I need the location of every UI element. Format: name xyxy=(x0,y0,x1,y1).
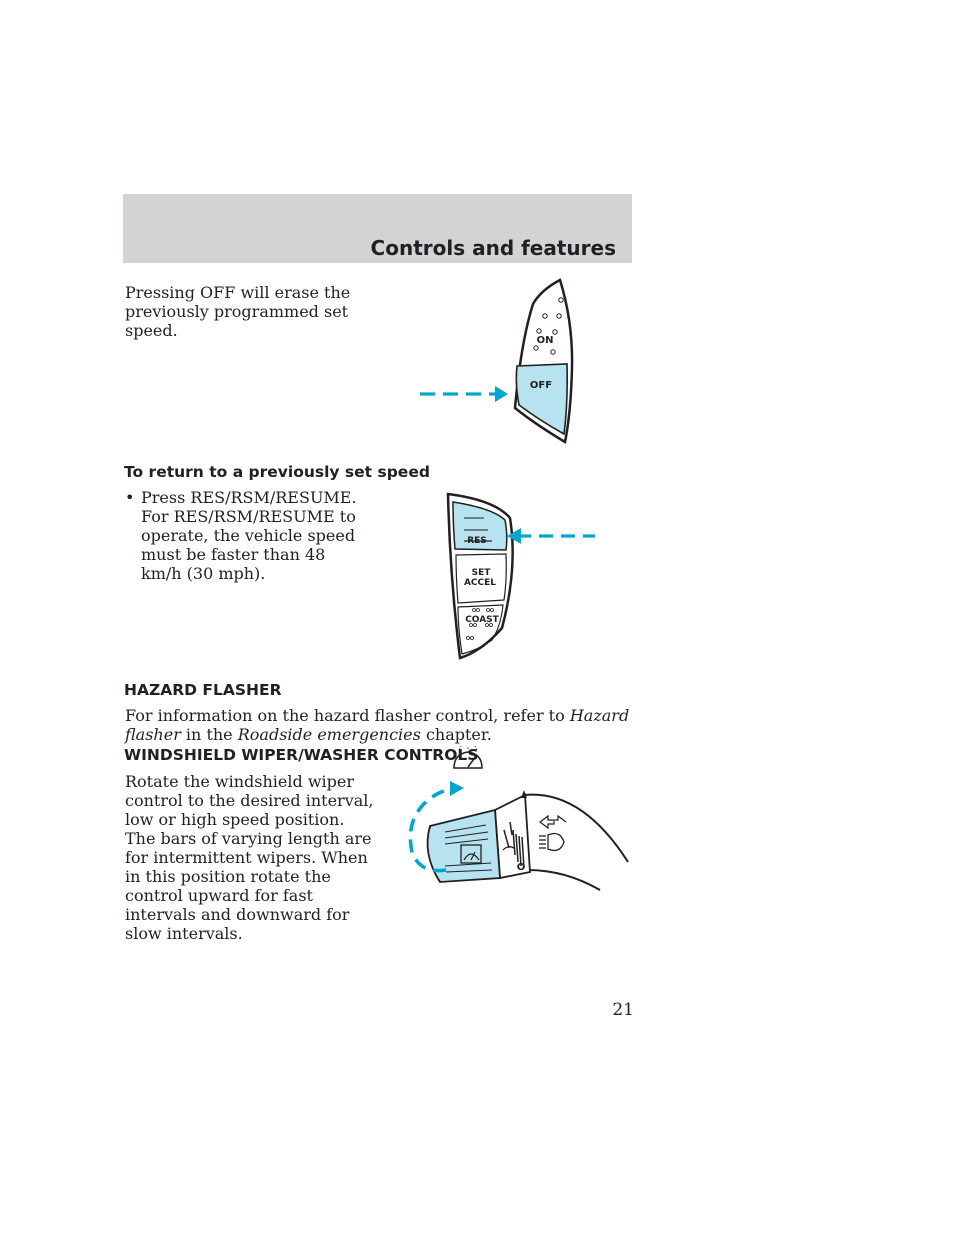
section-title: Controls and features xyxy=(370,236,616,260)
wiper-text-2: The bars of varying length are for intermittent wipers. When in this position rotate the control upward for fast intervals and downward for slow intervals. xyxy=(125,829,372,943)
coast-label: COAST xyxy=(465,615,499,625)
hazard-flasher-reference: Hazard flasher xyxy=(125,706,630,744)
hazard-heading: HAZARD FLASHER xyxy=(124,681,282,699)
section-header-band xyxy=(123,194,632,263)
set-label: SET xyxy=(471,568,491,578)
resume-bullet-text: Press RES/RSM/RESUME. For RES/RSM/RESUME to operate, the vehicle speed must be faster than 48 km/h (30 mph). xyxy=(141,488,357,583)
pointer-arrow xyxy=(507,528,595,544)
resume-control-figure xyxy=(440,488,600,663)
turn-signal-icon xyxy=(540,816,566,828)
cruise-off-text: Pressing OFF will erase the previously programmed set speed. xyxy=(125,283,351,340)
cruise-on-off-figure xyxy=(415,272,585,447)
hazard-text-mid: in the xyxy=(180,725,238,744)
off-position-label: O xyxy=(516,862,526,873)
wiper-text-1: Rotate the windshield wiper control to the desired interval, low or high speed position. xyxy=(125,772,374,829)
hazard-text-post: chapter. xyxy=(420,725,492,744)
roadside-emergencies-reference: Roadside emergencies xyxy=(237,725,421,744)
page-number: 21 xyxy=(612,1000,634,1020)
resume-bullet xyxy=(125,488,365,583)
windshield-wiper-icon xyxy=(451,746,485,772)
headlamp-icon xyxy=(539,834,564,851)
accel-label: ACCEL xyxy=(463,578,497,588)
hazard-text-pre: For information on the hazard flasher control, refer to xyxy=(125,706,570,725)
pointer-arrow xyxy=(420,386,508,402)
bullet-symbol: • xyxy=(125,488,135,507)
wiper-heading: WINDSHIELD WIPER/WASHER CONTROLS xyxy=(124,746,479,764)
wiper-control-figure xyxy=(400,770,635,895)
off-label: OFF xyxy=(529,380,553,391)
resume-heading: To return to a previously set speed xyxy=(124,463,430,481)
on-label: ON xyxy=(536,335,554,346)
hazard-text xyxy=(125,706,635,744)
res-label: RES xyxy=(467,536,487,546)
